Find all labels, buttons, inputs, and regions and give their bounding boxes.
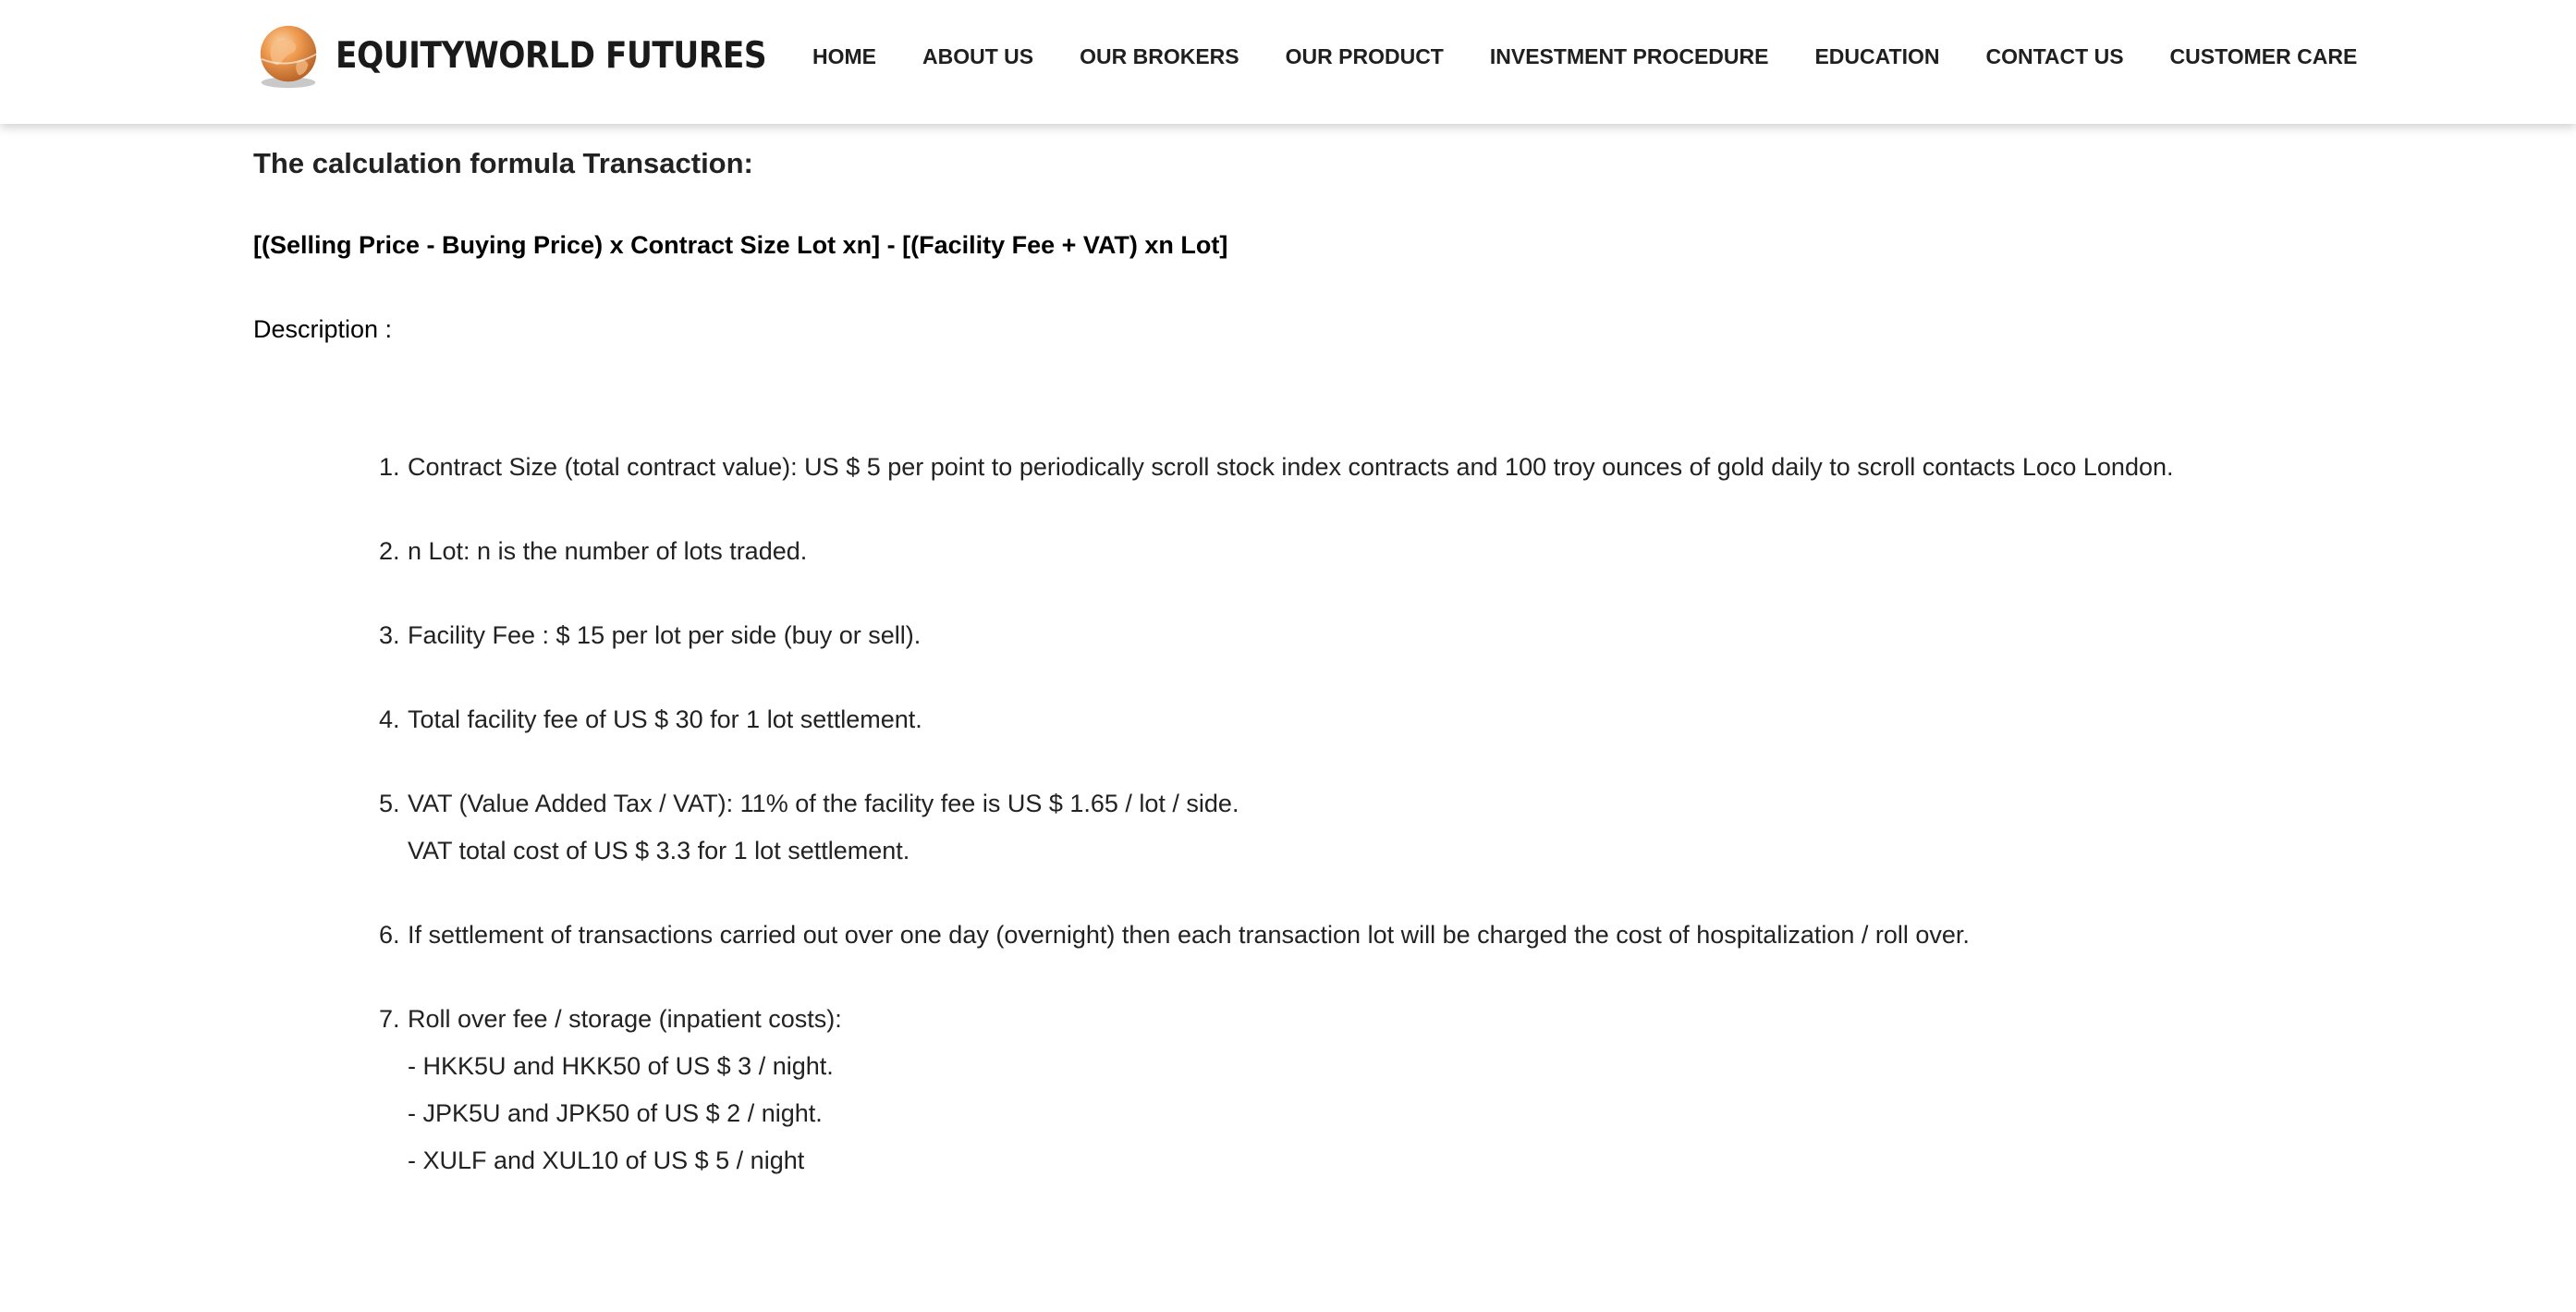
nav-item-contact-us[interactable]: CONTACT US — [1985, 43, 2124, 68]
description-label: Description : — [253, 315, 393, 343]
list-item-text: Total facility fee of US $ 30 for 1 lot settlement. — [408, 705, 922, 733]
list-item-text: If settlement of transactions carried out over one day (overnight) then each transaction lot will be charged the cost of hospitalization / roll over. — [408, 921, 1970, 949]
list-item-number: 1. — [379, 453, 400, 481]
list-item-text: VAT total cost of US $ 3.3 for 1 lot settlement. — [408, 837, 910, 864]
list-item-number: 2. — [379, 537, 400, 565]
nav-item-education[interactable]: EDUCATION — [1814, 43, 1940, 68]
list-item — [379, 528, 2174, 575]
list-item-number: 6. — [379, 921, 400, 949]
list-item — [379, 444, 2174, 491]
list-item-text: Facility Fee : $ 15 per lot per side (buy or sell). — [408, 621, 922, 649]
list-item-number: 5. — [379, 790, 400, 817]
nav-item-investment-procedure[interactable]: INVESTMENT PROCEDURE — [1489, 43, 1769, 68]
globe-icon — [252, 19, 324, 92]
nav-item-customer-care[interactable]: CUSTOMER CARE — [2169, 43, 2358, 68]
list-item-text: Contract Size (total contract value): US $ 5 per point to periodically scroll stock index contracts and 100 troy ounces of gold daily to scroll contacts Loco London. — [408, 453, 2174, 481]
list-item-number: 4. — [379, 705, 400, 733]
nav-item-about-us[interactable]: ABOUT US — [922, 43, 1034, 68]
nav-item-our-product[interactable]: OUR PRODUCT — [1285, 43, 1444, 68]
page-title: The calculation formula Transaction: — [253, 147, 753, 179]
list-item — [379, 696, 2174, 743]
list-item — [379, 996, 2174, 1184]
site-header — [0, 0, 2576, 124]
list-item-text: - HKK5U and HKK50 of US $ 3 / night. — [408, 1052, 834, 1080]
nav-item-our-brokers[interactable]: OUR BROKERS — [1080, 43, 1239, 68]
list-item-text: n Lot: n is the number of lots traded. — [408, 537, 808, 565]
list-item — [379, 612, 2174, 659]
list-item — [379, 912, 2174, 959]
logo-text: EQUITYWORLD FUTURES — [336, 34, 767, 77]
list-item-text: VAT (Value Added Tax / VAT): 11% of the facility fee is US $ 1.65 / lot / side. — [408, 790, 1239, 817]
nav-item-home[interactable]: HOME — [812, 43, 876, 68]
list-item-number: 7. — [379, 1005, 400, 1033]
list-item-number: 3. — [379, 621, 400, 649]
main-content — [253, 139, 2324, 1174]
formula-text: [(Selling Price - Buying Price) x Contract Size Lot xn] - [(Facility Fee + VAT) xn Lot] — [253, 231, 1228, 259]
list-item-text: - JPK5U and JPK50 of US $ 2 / night. — [408, 1099, 823, 1127]
main-nav — [812, 0, 2357, 113]
list-item-text: - XULF and XUL10 of US $ 5 / night — [408, 1146, 805, 1174]
list-item — [379, 780, 2174, 875]
site-logo[interactable] — [252, 18, 825, 92]
list-item-text: Roll over fee / storage (inpatient costs): — [408, 1005, 842, 1033]
description-list — [379, 444, 2174, 1221]
